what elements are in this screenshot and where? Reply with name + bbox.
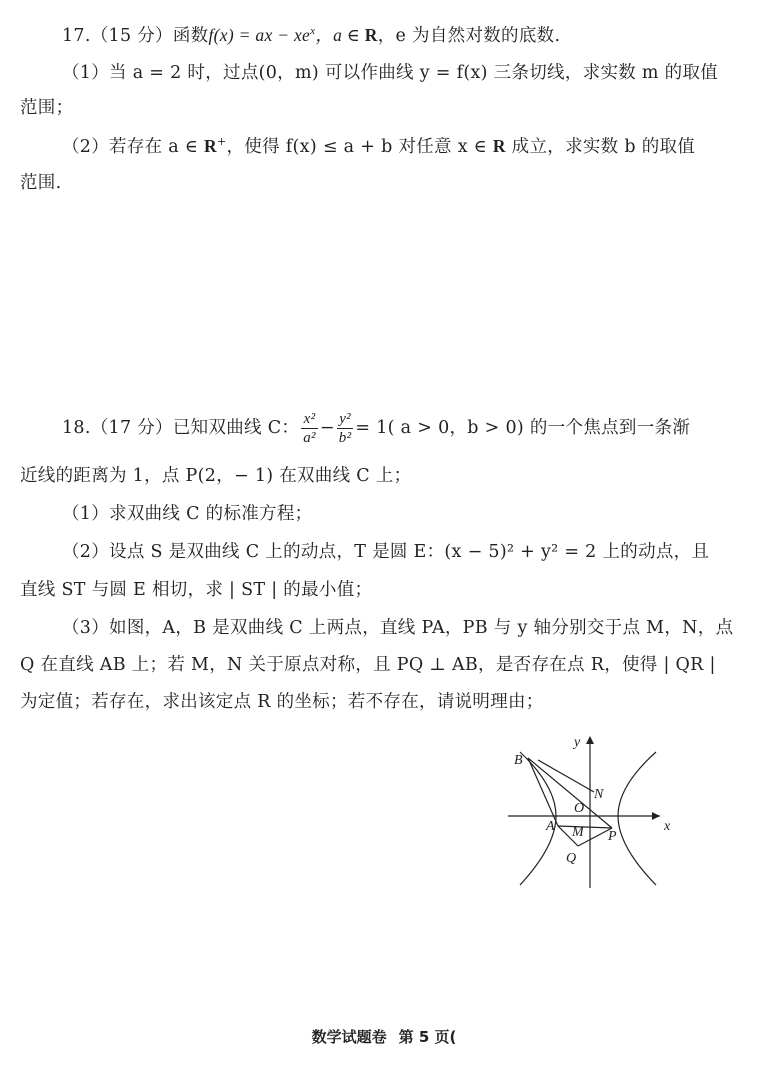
q17-part2-cont: 范围. xyxy=(20,173,62,193)
q18-part1: （1）求双曲线 C 的标准方程； xyxy=(62,504,313,524)
hyperbola-figure xyxy=(500,730,680,895)
page-footer xyxy=(0,1026,768,1047)
q17-function: f(x) = ax − $xe^x$ xyxy=(208,25,316,45)
label-B: B xyxy=(514,753,523,768)
label-x: x xyxy=(664,819,671,834)
label-O: O xyxy=(574,801,585,816)
label-y: y xyxy=(574,735,581,750)
fraction-x: $\frac{\text{x²}}{\text{a²}}$ xyxy=(303,411,316,446)
q18-part3-cont1: Q 在直线 AB 上；若 M，N 关于原点对称，且 PQ ⊥ AB，是否存在点 R，使得 | QR | xyxy=(20,655,716,675)
q17-head: 17.（15 分）函数 xyxy=(62,26,209,46)
q18-part3: （3）如图，A，B 是双曲线 C 上两点，直线 PA，PB 与 y 轴分别交于点 M，N，点 xyxy=(62,618,734,638)
q17-part2: （2）若存在 a ∈ R+，使得 f(x) ≤ a + b 对任意 x ∈ R 成立，求实数 b 的取值 xyxy=(62,135,696,157)
q18-part2-cont: 直线 ST 与圆 E 相切，求 | ST | 的最小值； xyxy=(20,580,373,600)
label-P: P xyxy=(608,829,617,844)
q18-part3-cont2: 为定值；若存在，求出该定点 R 的坐标；若不存在，请说明理由； xyxy=(20,692,544,712)
q17-part1-cont: 范围； xyxy=(20,98,74,118)
q17-cond-tail: ，e 为自然对数的底数. xyxy=(377,26,561,46)
x-axis-arrow xyxy=(652,812,660,820)
line-AP xyxy=(558,826,612,828)
reals-symbol: R xyxy=(364,25,378,45)
label-A: A xyxy=(546,819,555,834)
fraction-y: $\frac{\text{y²}}{\text{b²}}$ xyxy=(338,411,352,446)
y-axis-arrow xyxy=(586,736,594,744)
footer-page: 第 5 页( xyxy=(398,1028,457,1046)
label-N: N xyxy=(594,787,604,802)
q18-part2: （2）设点 S 是双曲线 C 上的动点，T 是圆 E：(x − 5)² + y² = 2 上的动点，且 xyxy=(62,542,710,562)
footer-subject: 数学试题卷 xyxy=(311,1028,387,1046)
line-BN xyxy=(538,760,594,792)
q17-part1: （1）当 a = 2 时，过点(0，m) 可以作曲线 y = f(x) 三条切线，求实数 m 的取值 xyxy=(62,63,719,83)
q18-stem: 18.（17 分）已知双曲线 C： $\frac{\text{x²}}{\text{a²}}$ − $\frac{\text{y²}}{\text{b²}}$ = 1( a > 0，b > 0) 的一个焦点到一条渐 xyxy=(62,411,691,446)
q17-cond: ，a ∈ xyxy=(315,25,365,45)
label-Q: Q xyxy=(566,851,577,866)
q17-stem xyxy=(62,22,560,49)
hyperbola-right-branch xyxy=(618,752,656,885)
label-M: M xyxy=(572,825,584,840)
q18-stem-cont: 近线的距离为 1，点 P(2，− 1) 在双曲线 C 上； xyxy=(20,466,412,486)
